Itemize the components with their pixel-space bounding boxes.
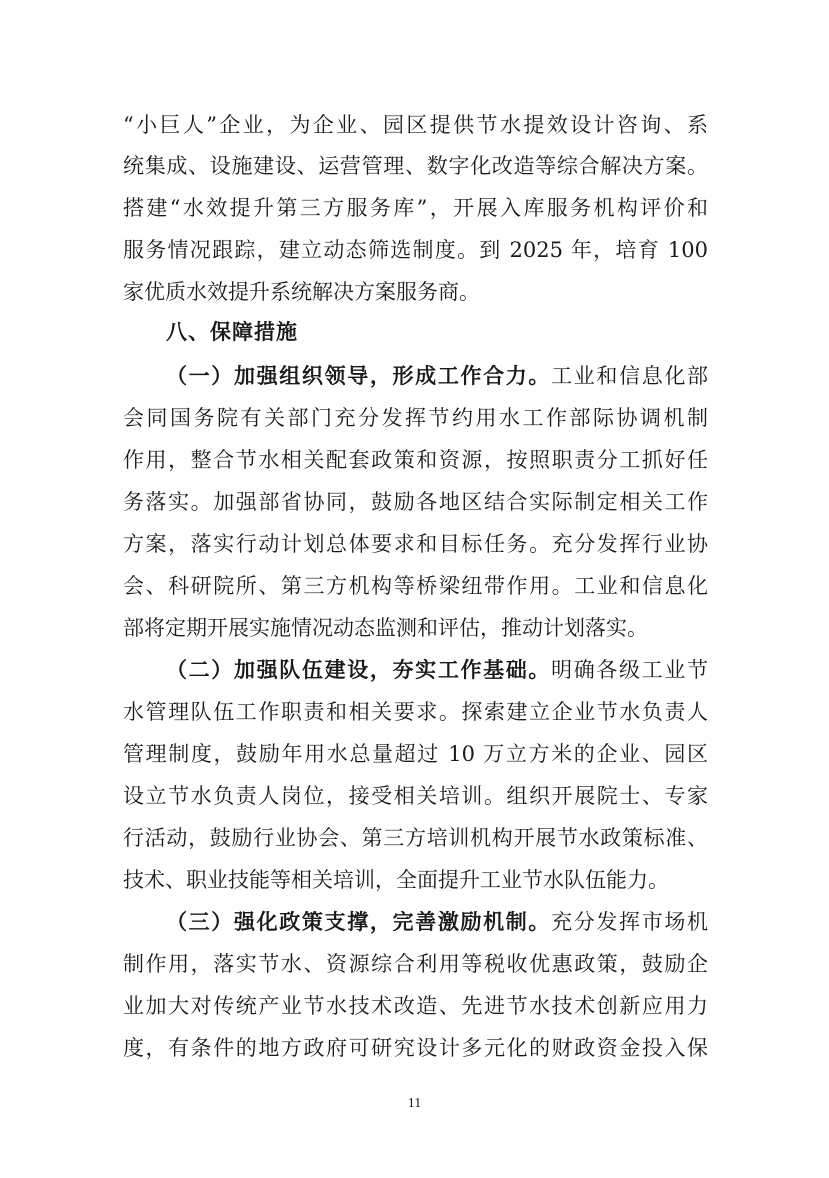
body-text-line: 家优质水效提升系统解决方案服务商。 bbox=[123, 280, 480, 304]
subsection-first-line bbox=[166, 362, 708, 390]
body-text-line: 设立节水负责人岗位，接受相关培训。组织开展院士、专家 bbox=[123, 784, 708, 808]
body-text-line: 部将定期开展实施情况动态监测和评估，推动计划落实。 bbox=[123, 616, 648, 640]
subsection-title: （一）加强组织领导，形成工作合力。 bbox=[166, 364, 552, 388]
body-text-line: 技术、职业技能等相关培训，全面提升工业节水队伍能力。 bbox=[123, 868, 669, 892]
body-text-line: 会、科研院所、第三方机构等桥梁纽带作用。工业和信息化 bbox=[123, 574, 708, 598]
body-text-line: 会同国务院有关部门充分发挥节约用水工作部际协调机制 bbox=[123, 406, 708, 430]
subsection-title: （二）加强队伍建设，夯实工作基础。 bbox=[166, 658, 552, 682]
body-text-line: 作用，整合节水相关配套政策和资源，按照职责分工抓好任 bbox=[123, 448, 708, 472]
body-text-line: “小巨人”企业，为企业、园区提供节水提效设计咨询、系 bbox=[123, 113, 708, 137]
subsection-first-line bbox=[166, 908, 708, 936]
section-heading: 八、保障措施 bbox=[166, 320, 298, 344]
body-text-line: 业加大对传统产业节水技术改造、先进节水技术创新应用力 bbox=[123, 994, 708, 1018]
page-number: 11 bbox=[407, 1096, 422, 1111]
subsection-first-line bbox=[166, 656, 708, 684]
body-text-line: 行活动，鼓励行业协会、第三方培训机构开展节水政策标准、 bbox=[123, 826, 708, 850]
body-text-line: 制作用，落实节水、资源综合利用等税收优惠政策，鼓励企 bbox=[123, 952, 708, 976]
body-text-line: 统集成、设施建设、运营管理、数字化改造等综合解决方案。 bbox=[123, 154, 708, 178]
body-text-line: 搭建“水效提升第三方服务库”，开展入库服务机构评价和 bbox=[123, 196, 708, 220]
body-text: 工业和信息化部 bbox=[551, 364, 709, 388]
body-text-line: 务落实。加强部省协同，鼓励各地区结合实际制定相关工作 bbox=[123, 490, 708, 514]
body-text-line: 方案，落实行动计划总体要求和目标任务。充分发挥行业协 bbox=[123, 532, 708, 556]
body-text-line: 管理制度，鼓励年用水总量超过 10 万立方米的企业、园区 bbox=[123, 742, 708, 766]
body-text: 明确各级工业节 bbox=[551, 658, 709, 682]
body-text-line: 度，有条件的地方政府可研究设计多元化的财政资金投入保 bbox=[123, 1036, 708, 1060]
body-text-line: 水管理队伍工作职责和相关要求。探索建立企业节水负责人 bbox=[123, 700, 708, 724]
body-text: 充分发挥市场机 bbox=[551, 910, 709, 934]
body-text-line: 服务情况跟踪，建立动态筛选制度。到 2025 年，培育 100 bbox=[123, 238, 708, 262]
subsection-title: （三）强化政策支撑，完善激励机制。 bbox=[166, 910, 552, 934]
